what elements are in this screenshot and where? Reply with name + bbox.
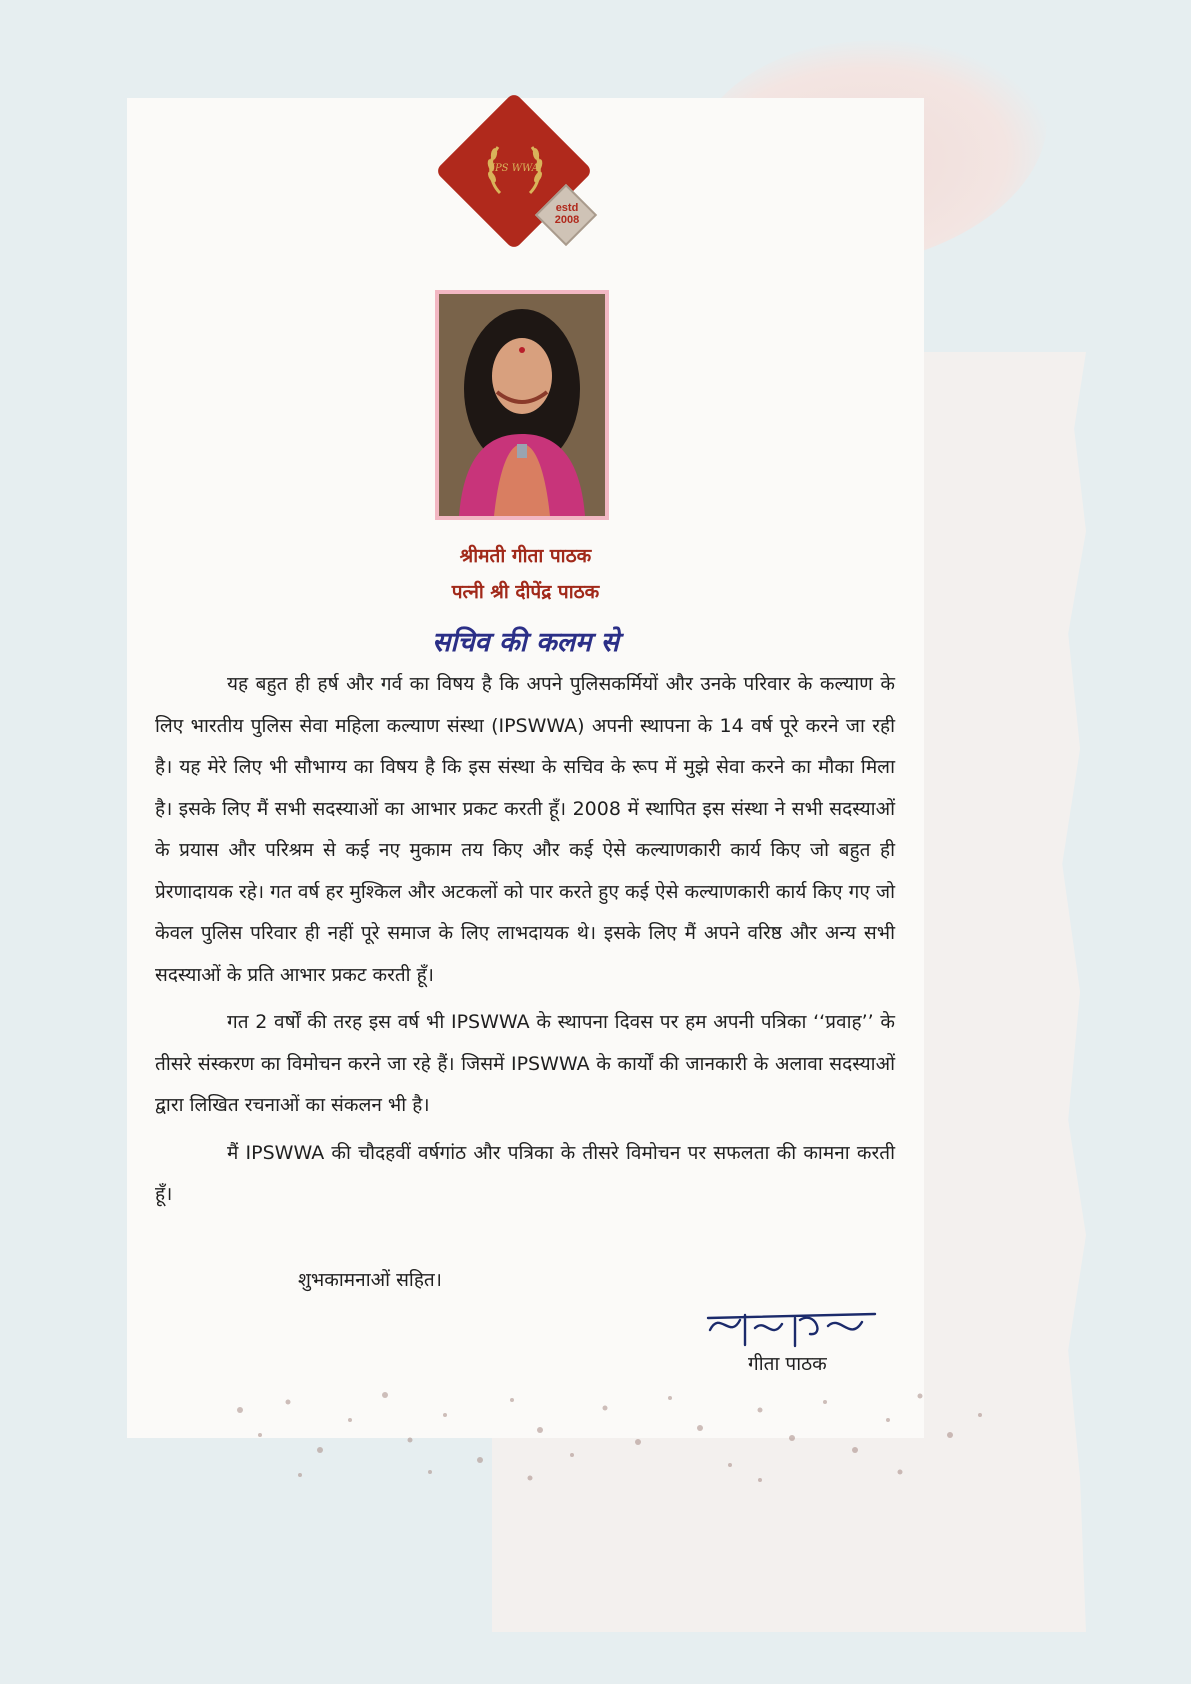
ipswwa-logo (458, 115, 588, 245)
portrait-image (439, 294, 605, 516)
person-relation: पत्नी श्री दीपेंद्र पाठक (451, 581, 600, 603)
person-name: श्रीमती गीता पाठक (459, 545, 592, 567)
portrait-photo (435, 290, 609, 520)
speckle-decoration (200, 1380, 1020, 1490)
closing-line: शुभकामनाओं सहित। (298, 1269, 442, 1291)
signer-name: गीता पाठक (748, 1353, 827, 1375)
estd-label: estd 2008 (554, 202, 580, 226)
paragraph: मैं IPSWWA की चौदहवीं वर्षगांठ और पत्रिका के तीसरे विमोचन पर सफलता की कामना करती हूँ। (155, 1141, 895, 1205)
paragraph: यह बहुत ही हर्ष और गर्व का विषय है कि अपने पुलिसकर्मियों और उनके परिवार के कल्याण के लिए भारतीय पुलिस सेवा महिला कल्याण संस्था (IPSWWA) अपनी स्थापना के 14 वर्ष पूरे करने जा रही है। यह मेरे लिए भी सौभाग्य का विषय है कि इस संस्था के सचिव के रूप में मुझे सेवा करने का मौका मिला है। इसके लिए मैं सभी सदस्याओं का आभार प्रकट करती हूँ। 2008 में स्थापित इस संस्था ने सभी सदस्याओं के प्रयास और परिश्रम से कई नए मुकाम तय किए और कई ऐसे कल्याणकारी कार्य किए जो बहुत ही प्रेरणादायक रहे। गत वर्ष हर मुश्किल और अटकलों को पार करते हुए कई ऐसे कल्याणकारी कार्य किए गए जो केवल पुलिस परिवार ही नहीं पूरे समाज के लिए लाभदायक थे। इसके लिए मैं अपने वरिष्ठ और अन्य सभी सदस्याओं के प्रति आभार प्रकट करती हूँ। (155, 673, 895, 986)
letter-heading: सचिव की कलम से (432, 627, 619, 658)
paragraph: गत 2 वर्षों की तरह इस वर्ष भी IPSWWA के स्थापना दिवस पर हम अपनी पत्रिका ‘‘प्रवाह’’ के तीसरे संस्करण का विमोचन करने जा रहे हैं। जिसमें IPSWWA के कार्यों की जानकारी के अलावा सदस्याओं द्वारा लिखित रचनाओं का संकलन भी है। (155, 1011, 895, 1116)
laurel-wreath-icon (480, 135, 550, 205)
svg-text:IPS WWA: IPS WWA (491, 163, 539, 174)
letter-body (155, 664, 895, 1222)
